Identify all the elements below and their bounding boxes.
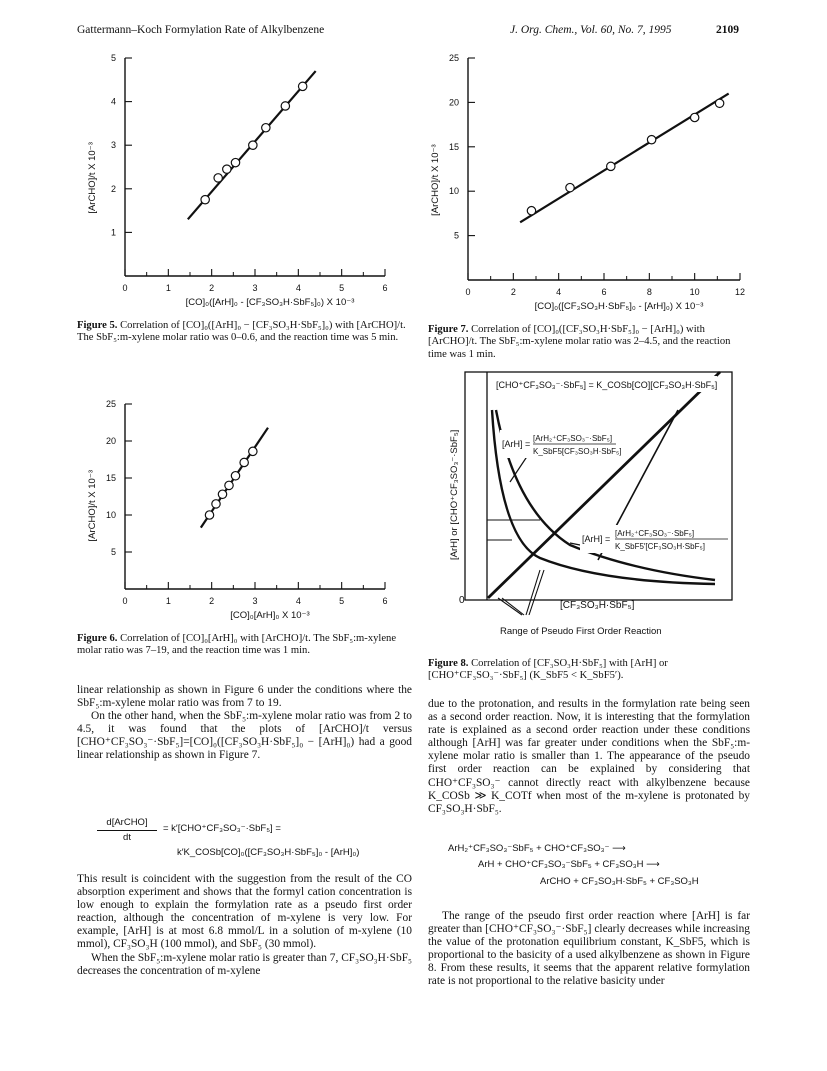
data-point bbox=[566, 183, 574, 191]
fig8-eq2-den: K_SbF5′[CF₃SO₃H·SbF₅] bbox=[615, 542, 705, 551]
x-tick-label: 10 bbox=[689, 287, 700, 297]
fig8-x-label: [CF₃SO₃H·SbF₅] bbox=[560, 600, 635, 611]
data-point bbox=[690, 113, 698, 121]
figure-7-chart bbox=[420, 50, 760, 315]
figure-5-chart bbox=[70, 50, 410, 310]
data-point bbox=[647, 135, 655, 143]
x-tick-label: 3 bbox=[252, 596, 258, 606]
x-tick-label: 12 bbox=[734, 287, 746, 297]
x-tick-label: 4 bbox=[295, 283, 301, 293]
left-paragraph-3: This result is coincident with the suggestion from the result of the CO absorption experiment and shows that the formyl cation concentration is low enough to explain the formylation rate as a pseudo first order reaction, although the concentration of m-xylene is very low. For example, [ArH] is at most 6.8 mmol/L in a solution of m-xylene (10 mmol), CF₃SO₃H (100 mmol), and SbF₅ (30 mmol). bbox=[77, 873, 412, 951]
figure-5-caption bbox=[77, 320, 412, 345]
reaction-step-3: ArCHO + CF₃SO₃H·SbF₅ + CF₃SO₃H bbox=[540, 876, 699, 887]
right-paragraph-2: The range of the pseudo first order reaction where [ArH] is far greater than [CHO⁺CF₃SO₃⁻·SbF₅] clearly decreases while increasing the value of the protonation equilibrium constant, K_SbF5, which is proportional to the basicity of a used alkylbenzene as shown in Figure 8. From these results, it seems that the apparent relative formylation rate is not proportional to the relative basicity under bbox=[428, 910, 750, 988]
y-axis-label: [ArCHO]/t X 10⁻³ bbox=[87, 469, 98, 542]
data-point bbox=[240, 458, 248, 466]
x-tick-label: 6 bbox=[382, 283, 388, 293]
rate-eq-numerator: d[ArCHO] bbox=[106, 817, 148, 828]
left-paragraph-2: On the other hand, when the SbF₅:m-xylene molar ratio was from 2 to 4.5, it was found that the plots of [ArCHO]/t versus [CHO⁺CF₃SO₃⁻·SbF₅]=[CO]₀([CF₃SO₃H·SbF₅]₀ − [ArH]₀) had a good linear relationship as shown in Figure 7. bbox=[77, 710, 412, 762]
x-tick-label: 2 bbox=[209, 283, 215, 293]
data-point bbox=[201, 196, 209, 204]
fig8-eq2-lhs: [ArH] = bbox=[582, 534, 611, 544]
data-point bbox=[212, 500, 220, 508]
page-number: 2109 bbox=[716, 24, 739, 36]
left-paragraph-4: When the SbF₅:m-xylene molar ratio is greater than 7, CF₃SO₃H·SbF₅ decreases the concentration of m-xylene bbox=[77, 951, 412, 977]
fig8-eq1-lhs: [ArH] = bbox=[502, 439, 531, 449]
y-axis-label: [ArCHO]/t X 10⁻³ bbox=[430, 144, 441, 216]
fit-line bbox=[520, 94, 729, 223]
data-point bbox=[249, 141, 257, 149]
rate-eq-line-1: = k′[CHO⁺CF₃SO₃⁻·SbF₅] = bbox=[163, 823, 281, 834]
figure-7-caption bbox=[428, 324, 750, 361]
x-tick-label: 2 bbox=[510, 287, 516, 297]
y-tick-label: 4 bbox=[110, 96, 116, 107]
data-point bbox=[231, 472, 239, 480]
y-tick-label: 1 bbox=[110, 227, 116, 238]
figure-6-caption bbox=[77, 633, 412, 658]
x-tick-label: 2 bbox=[209, 596, 215, 606]
right-paragraph-1: due to the protonation, and results in the formylation rate being seen as a second order reaction. Now, it is interesting that the formylation rate is explained as a second order reaction under these conditions although [ArH] was far greater under conditions when the SbF₅:m-xylene molar ratio is smaller than 1. The appearance of the pseudo first order reaction can be explained by considering that CHO⁺CF₃SO₃⁻ cannot directly react with alkylbenzene because K_COSb ≫ K_COTf when most of the m-xylene is protonated by CF₃SO₃H·SbF₅. bbox=[428, 698, 750, 815]
data-point bbox=[298, 82, 306, 90]
data-point bbox=[205, 511, 213, 519]
reaction-step-2: ArH + CHO⁺CF₃SO₃⁻SbF₅ + CF₃SO₃H ⟶ bbox=[478, 859, 660, 870]
x-axis-label: [CO]₀[ArH]₀ X 10⁻³ bbox=[230, 610, 310, 621]
x-tick-label: 4 bbox=[556, 287, 562, 297]
figure-8-diagram bbox=[430, 370, 740, 655]
x-axis-label: [CO]₀([ArH]₀ - [CF₃SO₃H·SbF₅]₀) X 10⁻³ bbox=[185, 297, 355, 308]
figure-5-label: Figure 5. bbox=[77, 320, 118, 331]
figure-8-caption-text: Correlation of [CF₃SO₃H·SbF₅] with [ArH] or [CHO⁺CF₃SO₃⁻·SbF₅] (K_SbF5 < K_SbF5′). bbox=[428, 658, 668, 682]
y-tick-label: 15 bbox=[448, 141, 459, 152]
right-column-text bbox=[428, 698, 750, 816]
figure-6-label: Figure 6. bbox=[77, 633, 118, 644]
x-tick-label: 1 bbox=[165, 283, 171, 293]
x-tick-label: 6 bbox=[601, 287, 607, 297]
left-column-text-2 bbox=[77, 873, 412, 978]
journal-citation: J. Org. Chem., Vol. 60, No. 7, 1995 bbox=[510, 24, 672, 36]
data-point bbox=[607, 162, 615, 170]
y-tick-label: 20 bbox=[105, 436, 116, 446]
y-tick-label: 10 bbox=[448, 186, 459, 197]
fig8-eq1-den: K_SbF5[CF₃SO₃H·SbF₅] bbox=[533, 447, 622, 456]
x-axis-label: [CO]₀([CF₃SO₃H·SbF₅]₀ - [ArH]₀) X 10⁻³ bbox=[534, 301, 704, 312]
x-tick-label: 6 bbox=[382, 596, 388, 606]
y-tick-label: 5 bbox=[110, 53, 116, 63]
y-tick-label: 5 bbox=[110, 547, 116, 557]
fig8-eq2-num: [ArH₂⁺CF₃SO₃⁻·SbF₅] bbox=[615, 529, 695, 538]
fig8-line-k-cosb bbox=[488, 372, 720, 598]
y-tick-label: 10 bbox=[105, 510, 116, 520]
fig8-range-label: Range of Pseudo First Order Reaction bbox=[500, 626, 662, 637]
running-title: Gattermann–Koch Formylation Rate of Alkylbenzene bbox=[77, 24, 325, 36]
reaction-scheme bbox=[448, 843, 748, 893]
figure-7-label: Figure 7. bbox=[428, 324, 469, 335]
data-point bbox=[225, 481, 233, 489]
figure-8-caption bbox=[428, 658, 750, 683]
figure-5-caption-text: Correlation of [CO]₀([ArH]₀ − [CF₃SO₃H·SbF₅]₀) with [ArCHO]/t. The SbF₅:m-xylene molar ratio was 0–0.6, and the reaction time was 5 min. bbox=[77, 320, 406, 344]
x-tick-label: 0 bbox=[465, 287, 471, 297]
data-point bbox=[218, 490, 226, 498]
x-tick-label: 4 bbox=[295, 596, 301, 606]
left-column-text bbox=[77, 684, 412, 763]
data-point bbox=[249, 447, 257, 455]
rate-eq-line-2: k′K_COSb[CO]₀([CF₃SO₃H·SbF₅]₀ - [ArH]₀) bbox=[177, 847, 360, 858]
y-tick-label: 15 bbox=[105, 473, 116, 483]
reaction-step-1: ArH₂⁺CF₃SO₃⁻SbF₅ + CHO⁺CF₃SO₃⁻ ⟶ bbox=[448, 843, 626, 854]
data-point bbox=[281, 102, 289, 110]
rate-eq-denominator: dt bbox=[123, 832, 131, 843]
data-point bbox=[527, 207, 535, 215]
x-tick-label: 8 bbox=[646, 287, 652, 297]
y-tick-label: 3 bbox=[110, 140, 116, 151]
figure-6-caption-text: Correlation of [CO]₀[ArH]₀ with [ArCHO]/t. The SbF₅:m-xylene molar ratio was 7–19, and the reaction time was 1 min. bbox=[77, 633, 397, 657]
data-point bbox=[262, 124, 270, 132]
y-tick-label: 5 bbox=[453, 230, 459, 241]
y-tick-label: 20 bbox=[448, 97, 459, 108]
x-tick-label: 0 bbox=[122, 596, 128, 606]
x-tick-label: 3 bbox=[252, 283, 258, 293]
y-axis-label: [ArCHO]/t X 10⁻³ bbox=[87, 142, 98, 214]
figure-8-label: Figure 8. bbox=[428, 658, 469, 669]
rate-equation bbox=[97, 817, 417, 865]
figure-6-chart bbox=[70, 396, 410, 626]
fig8-range-tick-3 bbox=[526, 570, 540, 615]
x-tick-label: 5 bbox=[339, 596, 345, 606]
fig8-range-tick-4 bbox=[529, 570, 544, 615]
x-tick-label: 0 bbox=[122, 283, 128, 293]
data-point bbox=[223, 165, 231, 173]
fig8-eq1-num: [ArH₂⁺CF₃SO₃⁻·SbF₅] bbox=[533, 434, 613, 443]
right-column-text-2 bbox=[428, 910, 750, 989]
data-point bbox=[715, 99, 723, 107]
y-tick-label: 25 bbox=[105, 399, 116, 409]
fig8-frame bbox=[465, 372, 732, 600]
y-tick-label: 2 bbox=[110, 183, 116, 194]
rate-eq-bar bbox=[97, 830, 157, 831]
fig8-y-label: [ArH] or [CHO⁺CF₃SO₃⁻·SbF₅] bbox=[449, 429, 460, 560]
y-tick-label: 25 bbox=[448, 53, 459, 63]
x-tick-label: 1 bbox=[165, 596, 171, 606]
fig8-origin: 0 bbox=[459, 595, 465, 606]
figure-7-caption-text: Correlation of [CO]₀([CF₃SO₃H·SbF₅]₀ − [ArH]₀) with [ArCHO]/t. The SbF₅:m-xylene molar ratio was 2–4.5, and the reaction time was 1 min. bbox=[428, 324, 731, 360]
data-point bbox=[231, 158, 239, 166]
fig8-eq-top: [CHO⁺CF₃SO₃⁻·SbF₅] = K_COSb[CO][CF₃SO₃H·SbF₅] bbox=[496, 380, 718, 390]
x-tick-label: 5 bbox=[339, 283, 345, 293]
left-paragraph-1: linear relationship as shown in Figure 6 under the conditions where the SbF₅:m-xylene molar ratio was from 7 to 19. bbox=[77, 684, 412, 710]
data-point bbox=[214, 174, 222, 182]
